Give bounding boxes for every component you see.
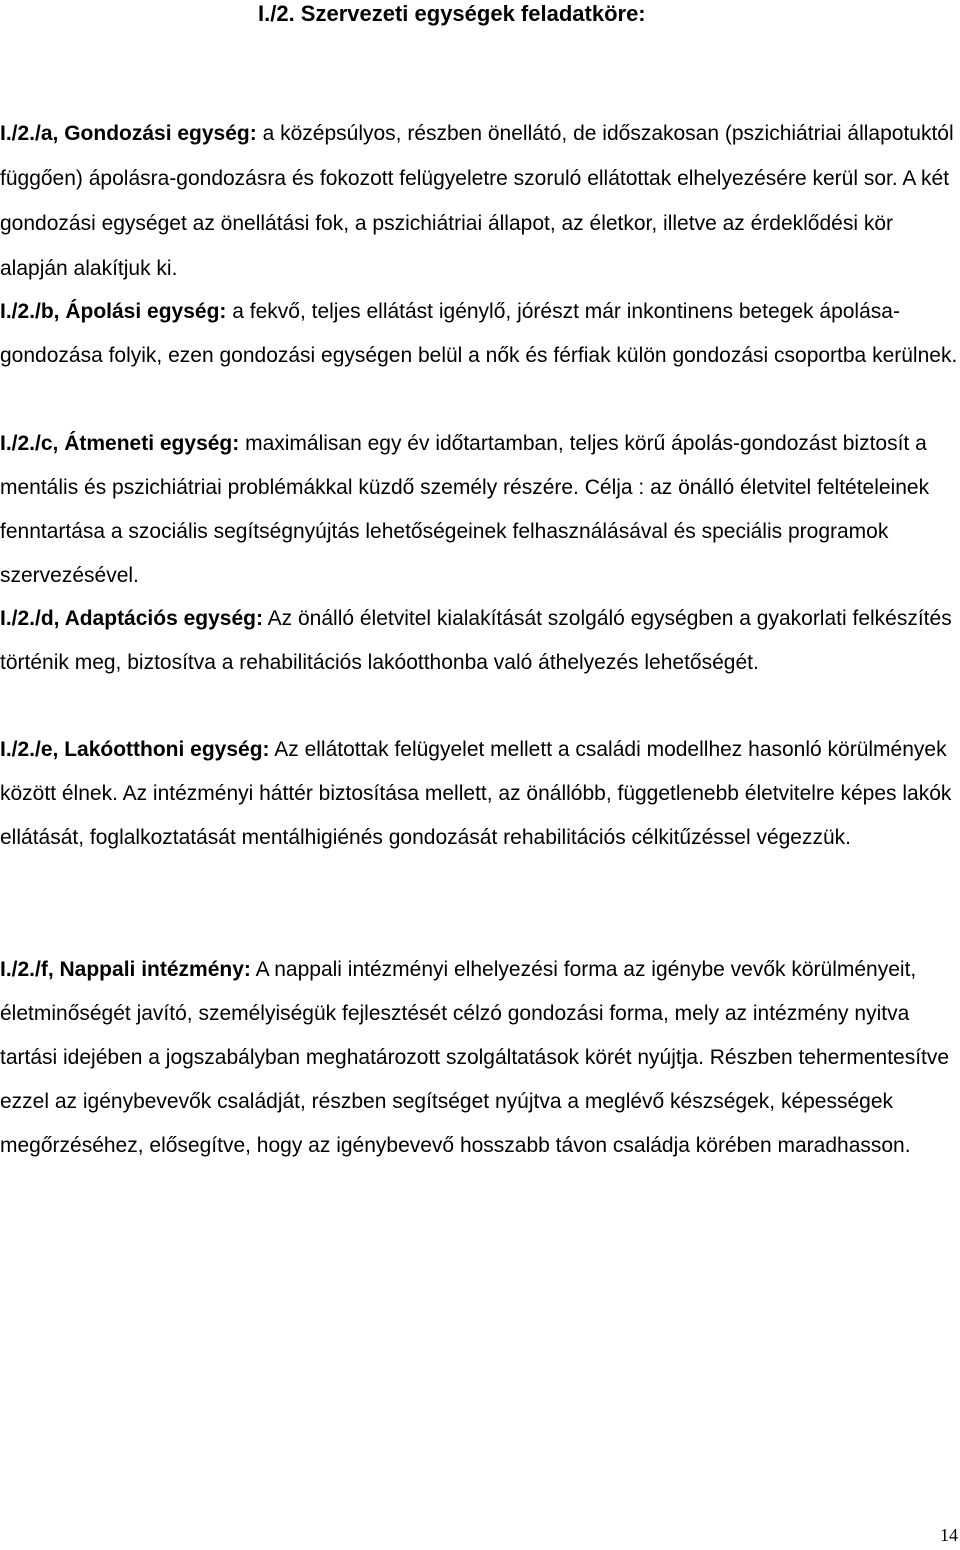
section-text: a fekvő, teljes ellátást igénylő, jórészt már inkontinens betegek ápolása-gondozása folyik, ezen gondozási egységen belül a nők és férfiak külön gondozási csoportba kerülnek. <box>0 300 958 367</box>
section-label: I./2./d, Adaptációs egység: <box>0 607 263 630</box>
section-text: a középsúlyos, részben önellátó, de időszakosan (pszichiátriai állapotuktól függően) ápolásra-gondozásra és fokozott felügyeletre szoruló ellátottak elhelyezésére kerül sor. A két gondozási egységet az önellátási fok, a pszichiátriai állapot, az életkor, illetve az érdeklődési kör alapján alakítjuk ki. <box>0 122 954 280</box>
section-text: Az ellátottak felügyelet mellett a családi modellhez hasonló körülmények között élnek. Az intézményi háttér biztosítása mellett, az önállóbb, függetlenebb életvitelre képes lakók ellátását, foglalkoztatását mentálhigiénés gondozását rehabilitációs célkitűzéssel végezzük. <box>0 738 952 849</box>
section-label: I./2./f, Nappali intézmény: <box>0 958 251 981</box>
section-text: Az önálló életvitel kialakítását szolgáló egységben a gyakorlati felkészítés történik meg, biztosítva a rehabilitációs lakóotthonba való áthelyezés lehetőségét. <box>0 607 952 674</box>
section-nappali-intezmeny <box>0 948 958 1168</box>
section-text: A nappali intézményi elhelyezési forma az igénybe vevők körülményeit, életminőségét javító, személyiségük fejlesztését célzó gondozási forma, mely az intézmény nyitva tartási idejében a jogszabályban meghatározott szolgáltatások körét nyújtja. Részben tehermentesítve ezzel az igénybevevők családját, részben segítséget nyújtva a meglévő készségek, képességek megőrzéséhez, elősegítve, hogy az igénybevevő hosszabb távon családja körében maradhasson. <box>0 958 950 1157</box>
section-atmeneti-egyseg <box>0 422 958 598</box>
section-apolasi-egyseg <box>0 290 958 378</box>
section-label: I./2./b, Ápolási egység: <box>0 300 227 323</box>
page-number: 14 <box>940 1525 958 1545</box>
section-adaptacios-egyseg <box>0 597 958 685</box>
section-gondozasi-egyseg <box>0 111 958 291</box>
section-label: I./2./a, Gondozási egység: <box>0 122 257 145</box>
section-label: I./2./c, Átmeneti egység: <box>0 432 240 455</box>
page-heading: I./2. Szervezeti egységek feladatköre: <box>258 1 646 26</box>
section-text: maximálisan egy év időtartamban, teljes körű ápolás-gondozást biztosít a mentális és pszichiátriai problémákkal küzdő személy részére. Célja : az önálló életvitel feltételeinek fenntartása a szociális segítségnyújtás lehetőségeinek felhasználásával és speciális programok szervezésével. <box>0 432 930 587</box>
section-label: I./2./e, Lakóotthoni egység: <box>0 738 270 761</box>
section-lakootthoni-egyseg <box>0 728 958 860</box>
